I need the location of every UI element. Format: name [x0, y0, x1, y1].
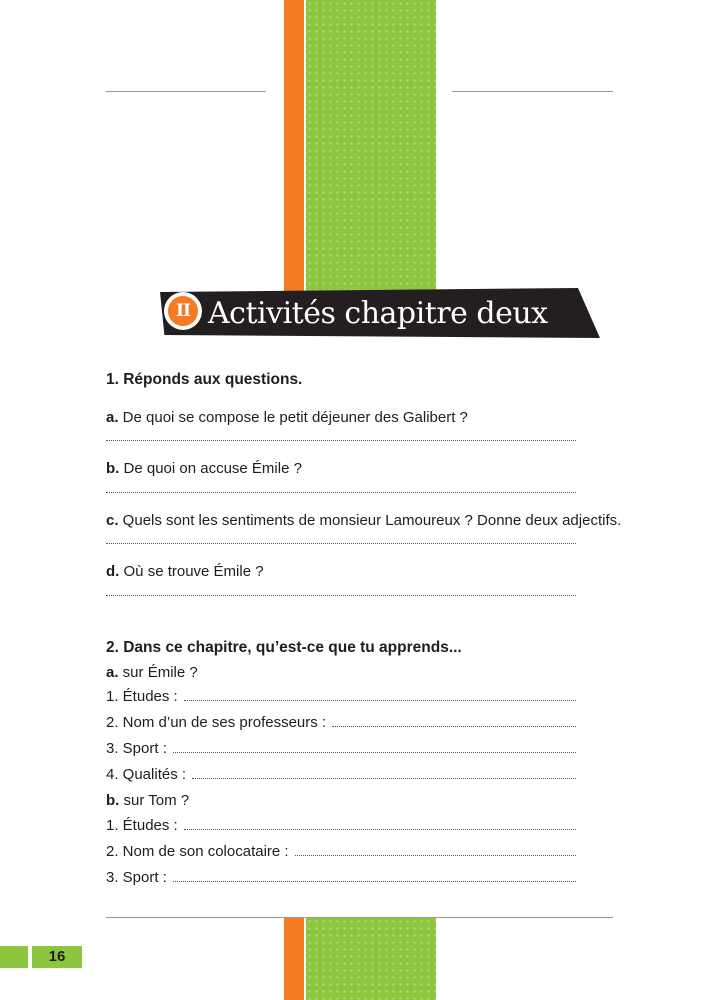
question-a [106, 409, 468, 426]
answer-line-b[interactable] [106, 492, 576, 493]
fill-row-professeur[interactable] [106, 714, 576, 731]
question-text: De quoi se compose le petit déjeuner des Galibert ? [118, 409, 468, 426]
fill-label: 1. Études : [106, 817, 178, 834]
page-title: Activités chapitre deux [208, 296, 548, 331]
top-rule-left [106, 91, 266, 92]
fill-label: 2. Nom d’un de ses professeurs : [106, 714, 327, 731]
fill-label: 2. Nom de son colocataire : [106, 843, 289, 860]
fill-row-qualites[interactable] [106, 766, 576, 783]
fill-row-sport-emile[interactable] [106, 740, 576, 757]
question-text: Où se trouve Émile ? [119, 563, 264, 580]
fill-label: 3. Sport : [106, 740, 167, 757]
fill-row-etudes-emile[interactable] [106, 688, 576, 705]
answer-line-d[interactable] [106, 595, 576, 596]
bottom-rule [106, 917, 613, 918]
section-2-title: 2. Dans ce chapitre, qu’est-ce que tu apprends... [106, 639, 462, 656]
subsection-text: sur Émile ? [118, 664, 198, 681]
chapter-badge-label: II [168, 296, 198, 326]
answer-line[interactable] [173, 881, 576, 882]
question-letter: b. [106, 460, 120, 477]
answer-line[interactable] [332, 726, 576, 727]
fill-label: 1. Études : [106, 688, 178, 705]
subsection-a [106, 664, 198, 681]
question-c [106, 512, 621, 529]
answer-line-a[interactable] [106, 440, 576, 441]
fill-row-sport-tom[interactable] [106, 869, 576, 886]
question-letter: a. [106, 409, 119, 426]
question-letter: d. [106, 563, 120, 580]
top-rule-right [452, 91, 613, 92]
fill-row-colocataire[interactable] [106, 843, 576, 860]
answer-line[interactable] [184, 829, 576, 830]
subsection-letter: a. [106, 664, 119, 681]
page-number: 16 [32, 946, 82, 968]
green-stripe-top [306, 0, 436, 310]
fill-label: 3. Sport : [106, 869, 167, 886]
answer-line[interactable] [184, 700, 576, 701]
question-b [106, 460, 302, 477]
answer-line[interactable] [173, 752, 576, 753]
question-d [106, 563, 264, 580]
subsection-b [106, 792, 189, 809]
green-stripe-bottom [306, 918, 436, 1000]
answer-line-c[interactable] [106, 543, 576, 544]
question-text: Quels sont les sentiments de monsieur Lamoureux ? Donne deux adjectifs. [118, 512, 622, 529]
fill-row-etudes-tom[interactable] [106, 817, 576, 834]
chapter-badge [164, 292, 202, 330]
subsection-text: sur Tom ? [119, 792, 190, 809]
question-text: De quoi on accuse Émile ? [119, 460, 302, 477]
orange-stripe-bottom [284, 918, 304, 1000]
answer-line[interactable] [295, 855, 576, 856]
subsection-letter: b. [106, 792, 120, 809]
orange-stripe-top [284, 0, 304, 310]
page-tab [0, 946, 28, 968]
fill-label: 4. Qualités : [106, 766, 187, 783]
answer-line[interactable] [192, 778, 576, 779]
section-1-title: 1. Réponds aux questions. [106, 371, 303, 388]
question-letter: c. [106, 512, 119, 529]
